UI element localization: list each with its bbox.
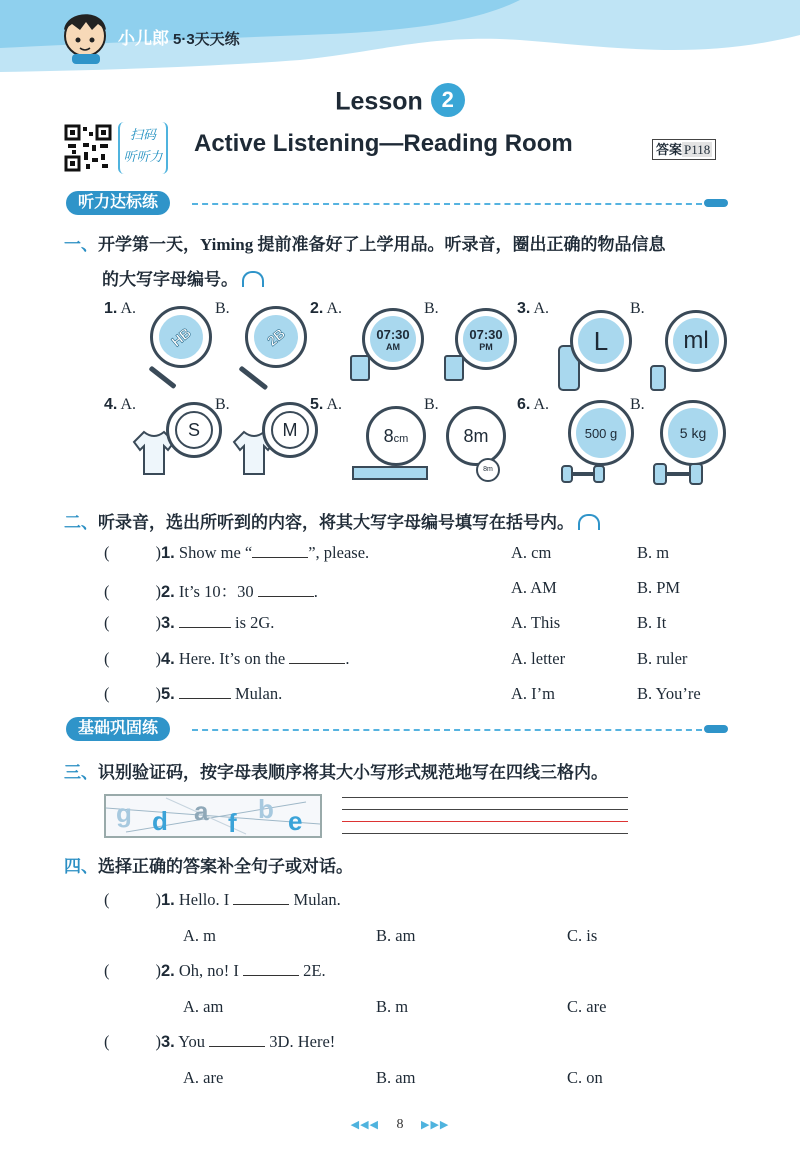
row-number: 4.	[161, 650, 175, 668]
q2-row-2	[104, 578, 318, 602]
q2-text: 听录音，选出所听到的内容，将其大写字母编号填写在括号内。	[98, 513, 574, 532]
answer-page-ref	[652, 139, 716, 160]
watch-am-magnifier[interactable]	[362, 308, 424, 370]
sentence-before: Oh, no! I	[178, 961, 239, 980]
watch-icon	[444, 355, 464, 381]
paren-open: (	[104, 543, 110, 562]
headphone-icon[interactable]	[578, 514, 600, 530]
weight-b: 5 kg	[679, 425, 707, 441]
volume-ml-magnifier[interactable]	[665, 310, 727, 372]
size-b: M	[282, 419, 298, 440]
writing-line[interactable]	[342, 833, 628, 834]
section-listening-pill: 听力达标练	[66, 191, 170, 215]
headphone-icon[interactable]	[242, 271, 264, 287]
unit-a: L	[593, 325, 609, 356]
q3-text: 识别验证码，按字母表顺序将其大小写形式规范地写在四线三格内。	[98, 763, 608, 782]
fill-blank[interactable]	[243, 975, 299, 976]
unit-b: ml	[683, 327, 709, 354]
q4-row-3	[104, 1032, 335, 1052]
q2-row-1-option-a[interactable]: A. cm	[511, 543, 552, 562]
q4-row-1-option-c[interactable]: C. is	[567, 926, 598, 945]
q2-row-5-option-b[interactable]: B. You’re	[637, 684, 701, 703]
q2-row-4	[104, 649, 349, 669]
option-a[interactable]: A.	[326, 300, 343, 317]
paren-open: (	[104, 649, 110, 668]
sentence-before: Show me “	[178, 543, 253, 562]
fill-blank[interactable]	[258, 596, 314, 597]
paren-close: )	[155, 649, 161, 668]
q2-number: 二、	[64, 513, 98, 532]
q3-number: 三、	[64, 763, 98, 782]
option-a[interactable]: A.	[326, 396, 343, 413]
sentence-after: Mulan.	[235, 684, 283, 703]
q2-row-3	[104, 613, 274, 633]
paren-close: )	[155, 582, 161, 601]
q2-row-3-option-a[interactable]: A. This	[511, 613, 561, 632]
q4-row-2-option-b[interactable]: B. m	[376, 997, 409, 1016]
q1-item-2-b-label[interactable]: B.	[424, 300, 439, 317]
weight-5kg-magnifier[interactable]	[660, 400, 726, 466]
q2-row-5	[104, 684, 282, 704]
lesson-number-badge: 2	[431, 83, 465, 117]
time-a: 07:30	[376, 326, 410, 342]
q2-row-4-option-b[interactable]: B. ruler	[637, 649, 688, 668]
q1-text-line1: 开学第一天，Yiming 提前准备好了上学用品。听录音，圈出正确的物品信息	[98, 235, 666, 254]
next-arrows-icon[interactable]: ▶▶▶	[421, 1119, 450, 1131]
size-a: S	[187, 419, 200, 440]
sentence-before: Hello. I	[178, 890, 230, 909]
sentence-after: 3D. Here!	[269, 1032, 336, 1051]
answer-label: 答案	[656, 142, 683, 157]
fill-blank[interactable]	[209, 1046, 265, 1047]
captcha-letter: g	[116, 798, 132, 828]
section-basic-pill: 基础巩固练	[66, 717, 170, 741]
paren-open: (	[104, 961, 110, 980]
q1-item-4-b-label[interactable]: B.	[215, 396, 230, 413]
q1-item-2-label	[310, 300, 342, 318]
q2-row-3-option-b[interactable]: B. It	[637, 613, 667, 632]
sentence-after: 2E.	[303, 961, 326, 980]
section-divider	[192, 203, 702, 205]
q1-item-6-label	[517, 396, 549, 414]
brand-series: 5·3天天练	[173, 31, 240, 48]
pencil-icon	[148, 366, 176, 390]
paren-close: )	[155, 684, 161, 703]
lesson-subtitle: Active Listening—Reading Room	[194, 130, 573, 157]
qr-code-icon[interactable]	[64, 124, 112, 172]
option-a[interactable]: A.	[533, 300, 550, 317]
q1-heading	[64, 230, 665, 255]
sentence-after: ”, please.	[308, 543, 370, 562]
sentence-after: .	[313, 582, 318, 601]
captcha-letter: b	[258, 794, 274, 824]
q1-item-1-label	[104, 300, 136, 318]
q1-item-3-b-label[interactable]: B.	[630, 300, 645, 317]
brand-logo	[118, 24, 240, 49]
weight-500g-magnifier[interactable]	[568, 400, 634, 466]
captcha-letter: a	[194, 796, 209, 826]
q1-heading-cont	[102, 265, 264, 290]
row-number: 3.	[161, 614, 175, 632]
paren-close: )	[155, 613, 161, 632]
q4-text: 选择正确的答案补全句子或对话。	[98, 857, 353, 876]
scan-listen-tag	[118, 122, 168, 174]
pencil-2b-magnifier[interactable]	[245, 306, 307, 368]
q1-text-line2: 的大写字母编号。	[102, 270, 238, 289]
captcha-image	[104, 794, 322, 838]
q4-row-3-option-b[interactable]: B. am	[376, 1068, 416, 1087]
q1-item-6-b-label[interactable]: B.	[630, 396, 645, 413]
pencil-hb-magnifier[interactable]	[150, 306, 212, 368]
water-bottle-icon	[650, 365, 666, 391]
page-number: 8	[396, 1117, 404, 1132]
q1-item-5-b-label[interactable]: B.	[424, 396, 439, 413]
sentence-after: .	[345, 649, 350, 668]
fill-blank[interactable]	[233, 904, 289, 905]
fill-blank[interactable]	[289, 663, 345, 664]
writing-line	[342, 809, 628, 810]
length-cm-magnifier[interactable]	[366, 406, 426, 466]
q1-item-4-label	[104, 396, 136, 414]
sentence-after: Mulan.	[293, 890, 341, 909]
row-number: 2.	[161, 962, 175, 980]
q1-item-3-label	[517, 300, 549, 318]
option-a[interactable]: A.	[533, 396, 550, 413]
weight-a: 500 g	[584, 425, 618, 441]
row-number: 1.	[161, 891, 175, 909]
scan-line-2: 听听力	[123, 149, 163, 164]
row-number: 5.	[161, 685, 175, 703]
item-number: 4.	[104, 396, 118, 413]
q4-row-1	[104, 890, 341, 910]
brand-name: 小儿郎	[118, 29, 169, 48]
writing-line	[342, 797, 628, 798]
paren-close: )	[155, 961, 161, 980]
q2-row-1-option-b[interactable]: B. m	[637, 543, 670, 562]
pen-icon	[704, 199, 728, 207]
watch-icon	[350, 355, 370, 381]
length-m-magnifier[interactable]	[446, 406, 506, 466]
answer-page: P118	[684, 142, 711, 157]
size-s-magnifier[interactable]	[166, 402, 222, 458]
writing-baseline	[342, 821, 628, 822]
page-footer	[0, 1117, 800, 1133]
fill-blank[interactable]	[252, 557, 308, 558]
q4-heading	[64, 852, 353, 877]
pen-icon	[704, 725, 728, 733]
paren-close: )	[155, 1032, 161, 1051]
captcha-letter: d	[152, 806, 168, 836]
q1-item-1-b-label[interactable]: B.	[215, 300, 230, 317]
q4-row-2	[104, 961, 326, 981]
item-number: 5.	[310, 396, 324, 413]
q2-row-5-option-a[interactable]: A. I’m	[511, 684, 555, 703]
q1-number: 一、	[64, 235, 98, 254]
lesson-word: Lesson	[335, 87, 423, 116]
sentence-before: Here. It’s on the	[178, 649, 286, 668]
sentence-before: You	[178, 1032, 206, 1051]
q4-row-2-option-c[interactable]: C. are	[567, 997, 607, 1016]
q1-item-5-label	[310, 396, 342, 414]
sentence-after: is 2G.	[235, 613, 275, 632]
paren-open: (	[104, 613, 110, 632]
prev-arrows-icon[interactable]: ◀◀◀	[350, 1119, 379, 1131]
volume-l-magnifier[interactable]	[570, 310, 632, 372]
paren-open: (	[104, 684, 110, 703]
option-a[interactable]: A.	[120, 396, 137, 413]
ampm-a: AM	[386, 341, 400, 352]
q2-row-2-option-a[interactable]: A. AM	[511, 578, 557, 597]
dumbbell-icon	[560, 460, 606, 486]
item-number: 2.	[310, 300, 324, 317]
item-number: 6.	[517, 396, 531, 413]
pencil-grade-b: 2B	[263, 325, 289, 349]
paren-open: (	[104, 890, 110, 909]
lesson-title	[0, 86, 800, 120]
q2-row-1	[104, 543, 369, 563]
watch-pm-magnifier[interactable]	[455, 308, 517, 370]
pencil-grade-a: HB	[168, 324, 194, 350]
fill-blank[interactable]	[179, 627, 231, 628]
item-number: 1.	[104, 300, 118, 317]
pencil-icon	[238, 366, 268, 391]
tape-measure-icon: 8m	[476, 458, 500, 482]
ampm-b: PM	[479, 341, 493, 352]
q4-row-3-option-c[interactable]: C. on	[567, 1068, 603, 1087]
q4-row-3-option-a[interactable]: A. are	[183, 1068, 224, 1087]
paren-open: (	[104, 1032, 110, 1051]
paren-close: )	[155, 543, 161, 562]
paren-close: )	[155, 890, 161, 909]
row-number: 2.	[161, 583, 175, 601]
q2-row-4-option-a[interactable]: A. letter	[511, 649, 566, 668]
row-number: 1.	[161, 544, 175, 562]
scan-line-1: 扫码	[129, 127, 156, 142]
captcha-letter: f	[228, 808, 237, 838]
sentence-before: It’s 10：30	[178, 582, 254, 601]
q4-number: 四、	[64, 857, 98, 876]
time-b: 07:30	[469, 326, 503, 342]
length-a: 8	[383, 425, 394, 446]
length-b: 8m	[463, 425, 489, 446]
section-divider	[192, 729, 702, 731]
option-a[interactable]: A.	[120, 300, 137, 317]
q2-row-2-option-b[interactable]: B. PM	[637, 578, 681, 597]
ruler-icon	[352, 466, 428, 480]
q2-heading	[64, 508, 600, 533]
row-number: 3.	[161, 1033, 175, 1051]
q4-row-1-option-b[interactable]: B. am	[376, 926, 416, 945]
dumbbell-icon	[652, 460, 704, 486]
length-a-unit: cm	[393, 432, 409, 445]
item-number: 3.	[517, 300, 531, 317]
q4-row-1-option-a[interactable]: A. m	[183, 926, 216, 945]
q4-row-2-option-a[interactable]: A. am	[183, 997, 224, 1016]
fill-blank[interactable]	[179, 698, 231, 699]
captcha-letter: e	[288, 806, 303, 836]
paren-open: (	[104, 582, 110, 601]
q3-heading	[64, 758, 608, 783]
